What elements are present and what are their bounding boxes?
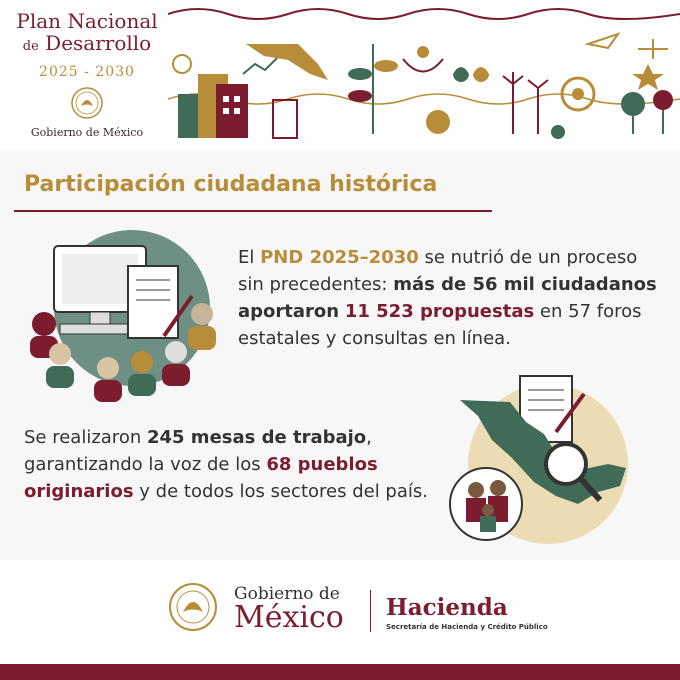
pnd-highlight: PND 2025–2030 <box>260 247 419 268</box>
brand-desarrollo: Desarrollo <box>45 31 152 55</box>
p2-text-c: y de todos los sectores del país. <box>133 481 428 502</box>
eagle-seal-icon <box>168 582 218 632</box>
footer-gob-line2: México <box>234 600 344 635</box>
family-icon <box>450 468 522 540</box>
plan-nacional-brand <box>12 10 162 139</box>
work-tables-paragraph <box>24 424 444 505</box>
p1-text-b: se nutrió de un proceso sin precedentes: <box>238 247 638 295</box>
brand-de: de <box>22 39 39 54</box>
citizens-highlight: más de 56 mil ciudadanos aportaron <box>238 274 657 322</box>
computer-icon <box>24 226 224 404</box>
section-title: Participación ciudadana histórica <box>24 172 438 197</box>
mexico-map-icon <box>448 372 648 552</box>
brand-years: 2025 - 2030 <box>39 64 135 80</box>
mesas-highlight: 245 mesas de trabajo <box>146 427 367 448</box>
p1-text-a: El <box>238 247 261 268</box>
brand-government: Gobierno de México <box>30 126 144 139</box>
pueblos-highlight: 68 pueblos originarios <box>24 454 378 502</box>
footer-divider <box>370 590 371 632</box>
hacienda-logo: Hacienda <box>386 594 508 621</box>
participation-paragraph <box>238 244 668 352</box>
eagle-seal-icon <box>70 86 104 120</box>
proposals-highlight: 11 523 propuestas <box>344 301 535 322</box>
brand-line1: Plan Nacional <box>16 9 158 33</box>
bottom-bar <box>0 664 680 680</box>
footer-gob-line1: Gobierno de <box>234 584 340 604</box>
brand-line2 <box>12 32 162 58</box>
hacienda-subtitle: Secretaría de Hacienda y Crédito Público <box>386 623 548 631</box>
banner-illustration <box>168 4 680 146</box>
title-underline <box>14 210 492 212</box>
header <box>0 0 680 150</box>
p2-text-b: , garantizando la voz de los <box>24 427 372 475</box>
p1-text-c: en 57 foros estatales y consultas en línea. <box>238 301 642 349</box>
p2-text-a: Se realizaron <box>24 427 147 448</box>
